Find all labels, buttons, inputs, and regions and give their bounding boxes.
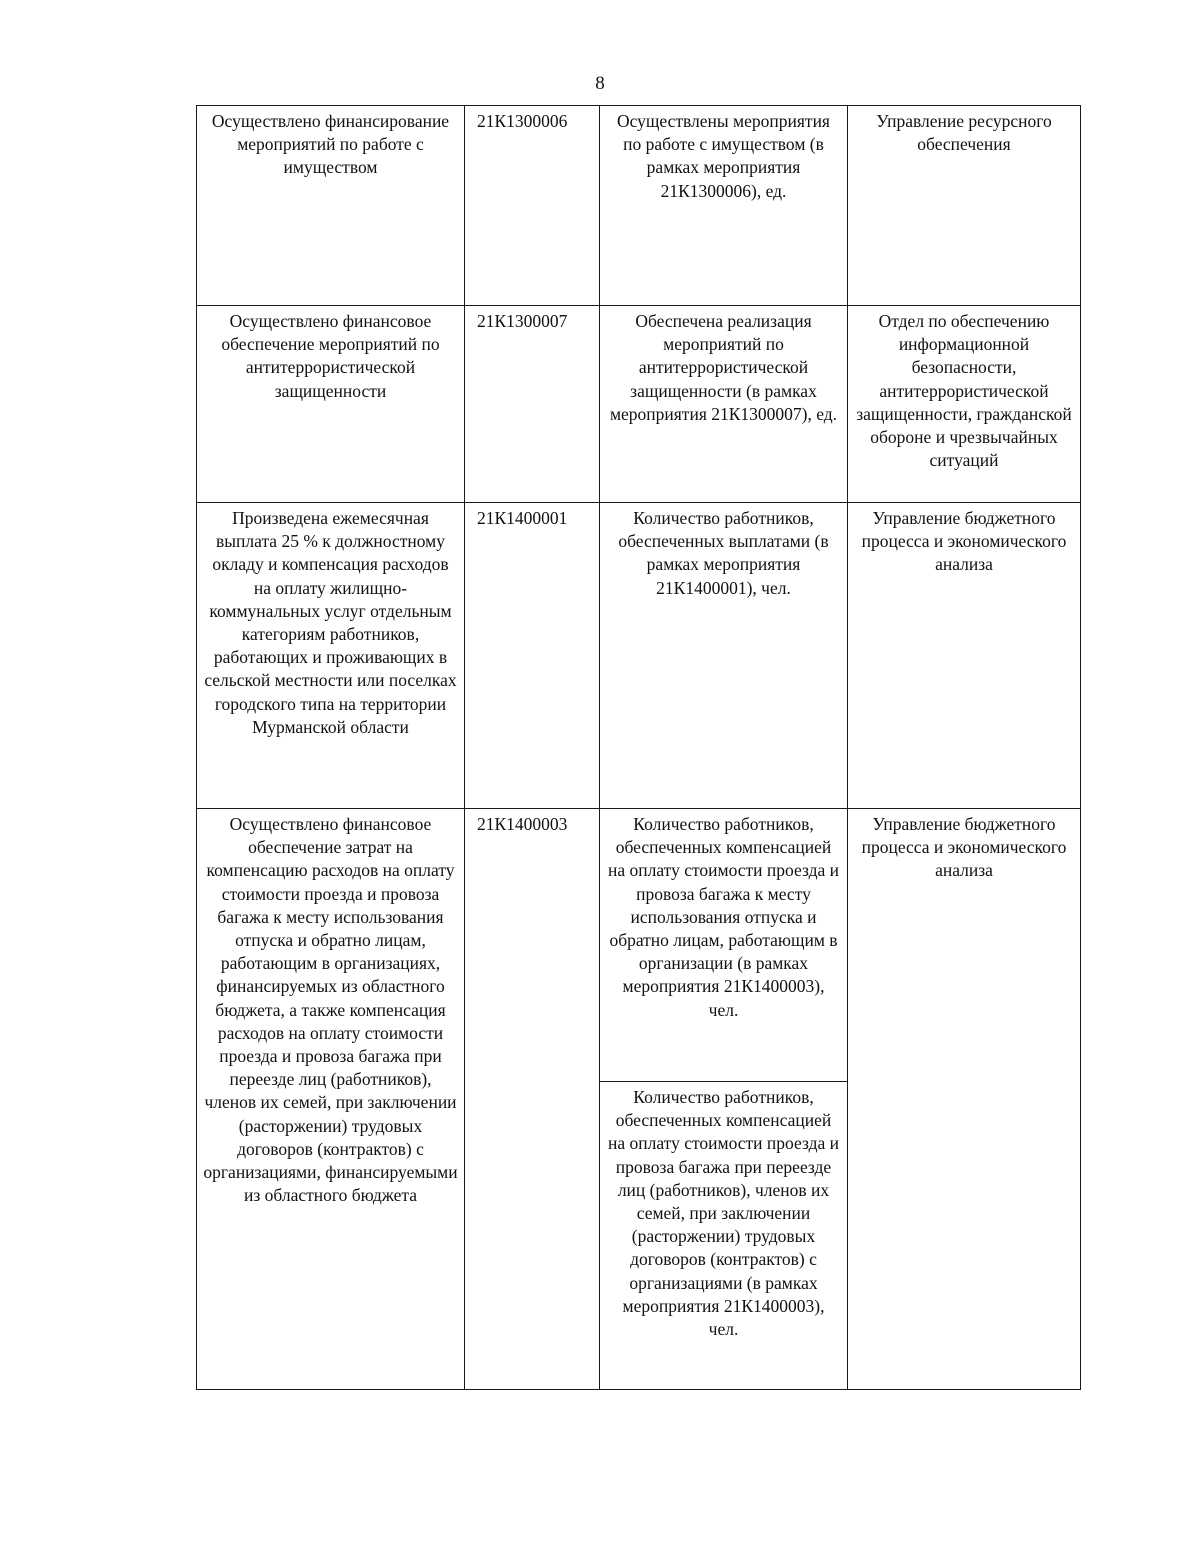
responsible-cell: Отдел по обеспечению информационной безопасности, антитеррористической защищенности, гражданской обороне и чрезвычайных ситуаций <box>848 306 1081 503</box>
result-cell: Осуществлено финансирование мероприятий по работе с имуществом <box>197 106 465 306</box>
result-cell: Осуществлено финансовое обеспечение мероприятий по антитеррористической защищенности <box>197 306 465 503</box>
results-table <box>196 105 1081 1390</box>
table-row <box>197 306 1081 503</box>
code-cell: 21К1300007 <box>465 306 600 503</box>
page-number: 8 <box>595 73 605 94</box>
result-cell: Осуществлено финансовое обеспечение затрат на компенсацию расходов на оплату стоимости проезда и провоза багажа к месту использования отпуска и обратно лицам, работающим в организациях, финансируемых из областного бюджета, а также компенсация расходов на оплату стоимости проезда и провоза багажа при переезде лиц (работников), членов их семей, при заключении (расторжении) трудовых договоров (контрактов) с организациями, финансируемыми из областного бюджета <box>197 809 465 1390</box>
code-cell: 21К1400001 <box>465 503 600 809</box>
code-cell: 21К1400003 <box>465 809 600 1390</box>
responsible-cell: Управление бюджетного процесса и экономического анализа <box>848 809 1081 1390</box>
indicator-cell: Осуществлены мероприятия по работе с имуществом (в рамках мероприятия 21К1300006), ед. <box>600 106 848 306</box>
responsible-cell: Управление бюджетного процесса и экономического анализа <box>848 503 1081 809</box>
code-cell: 21К1300006 <box>465 106 600 306</box>
table-row <box>197 809 1081 1390</box>
indicator-cell <box>600 809 848 1390</box>
indicator-item: Количество работников, обеспеченных компенсацией на оплату стоимости проезда и провоза багажа при переезде лиц (работников), членов их семей, при заключении (расторжении) трудовых договоров (контрактов) с организациями (в рамках мероприятия 21К1400003), чел. <box>600 1081 847 1343</box>
table-row <box>197 106 1081 306</box>
table-row <box>197 503 1081 809</box>
indicator-cell: Количество работников, обеспеченных выплатами (в рамках мероприятия 21К1400001), чел. <box>600 503 848 809</box>
result-cell: Произведена ежемесячная выплата 25 % к должностному окладу и компенсация расходов на оплату жилищно-коммунальных услуг отдельным категориям работников, работающих и проживающих в сельской местности или поселках городского типа на территории Мурманской области <box>197 503 465 809</box>
indicator-item: Количество работников, обеспеченных компенсацией на оплату стоимости проезда и провоза багажа к месту использования отпуска и обратно лицам, работающим в организации (в рамках мероприятия 21К1400003), чел. <box>608 814 839 1020</box>
indicator-cell: Обеспечена реализация мероприятий по антитеррористической защищенности (в рамках мероприятия 21К1300007), ед. <box>600 306 848 503</box>
responsible-cell: Управление ресурсного обеспечения <box>848 106 1081 306</box>
